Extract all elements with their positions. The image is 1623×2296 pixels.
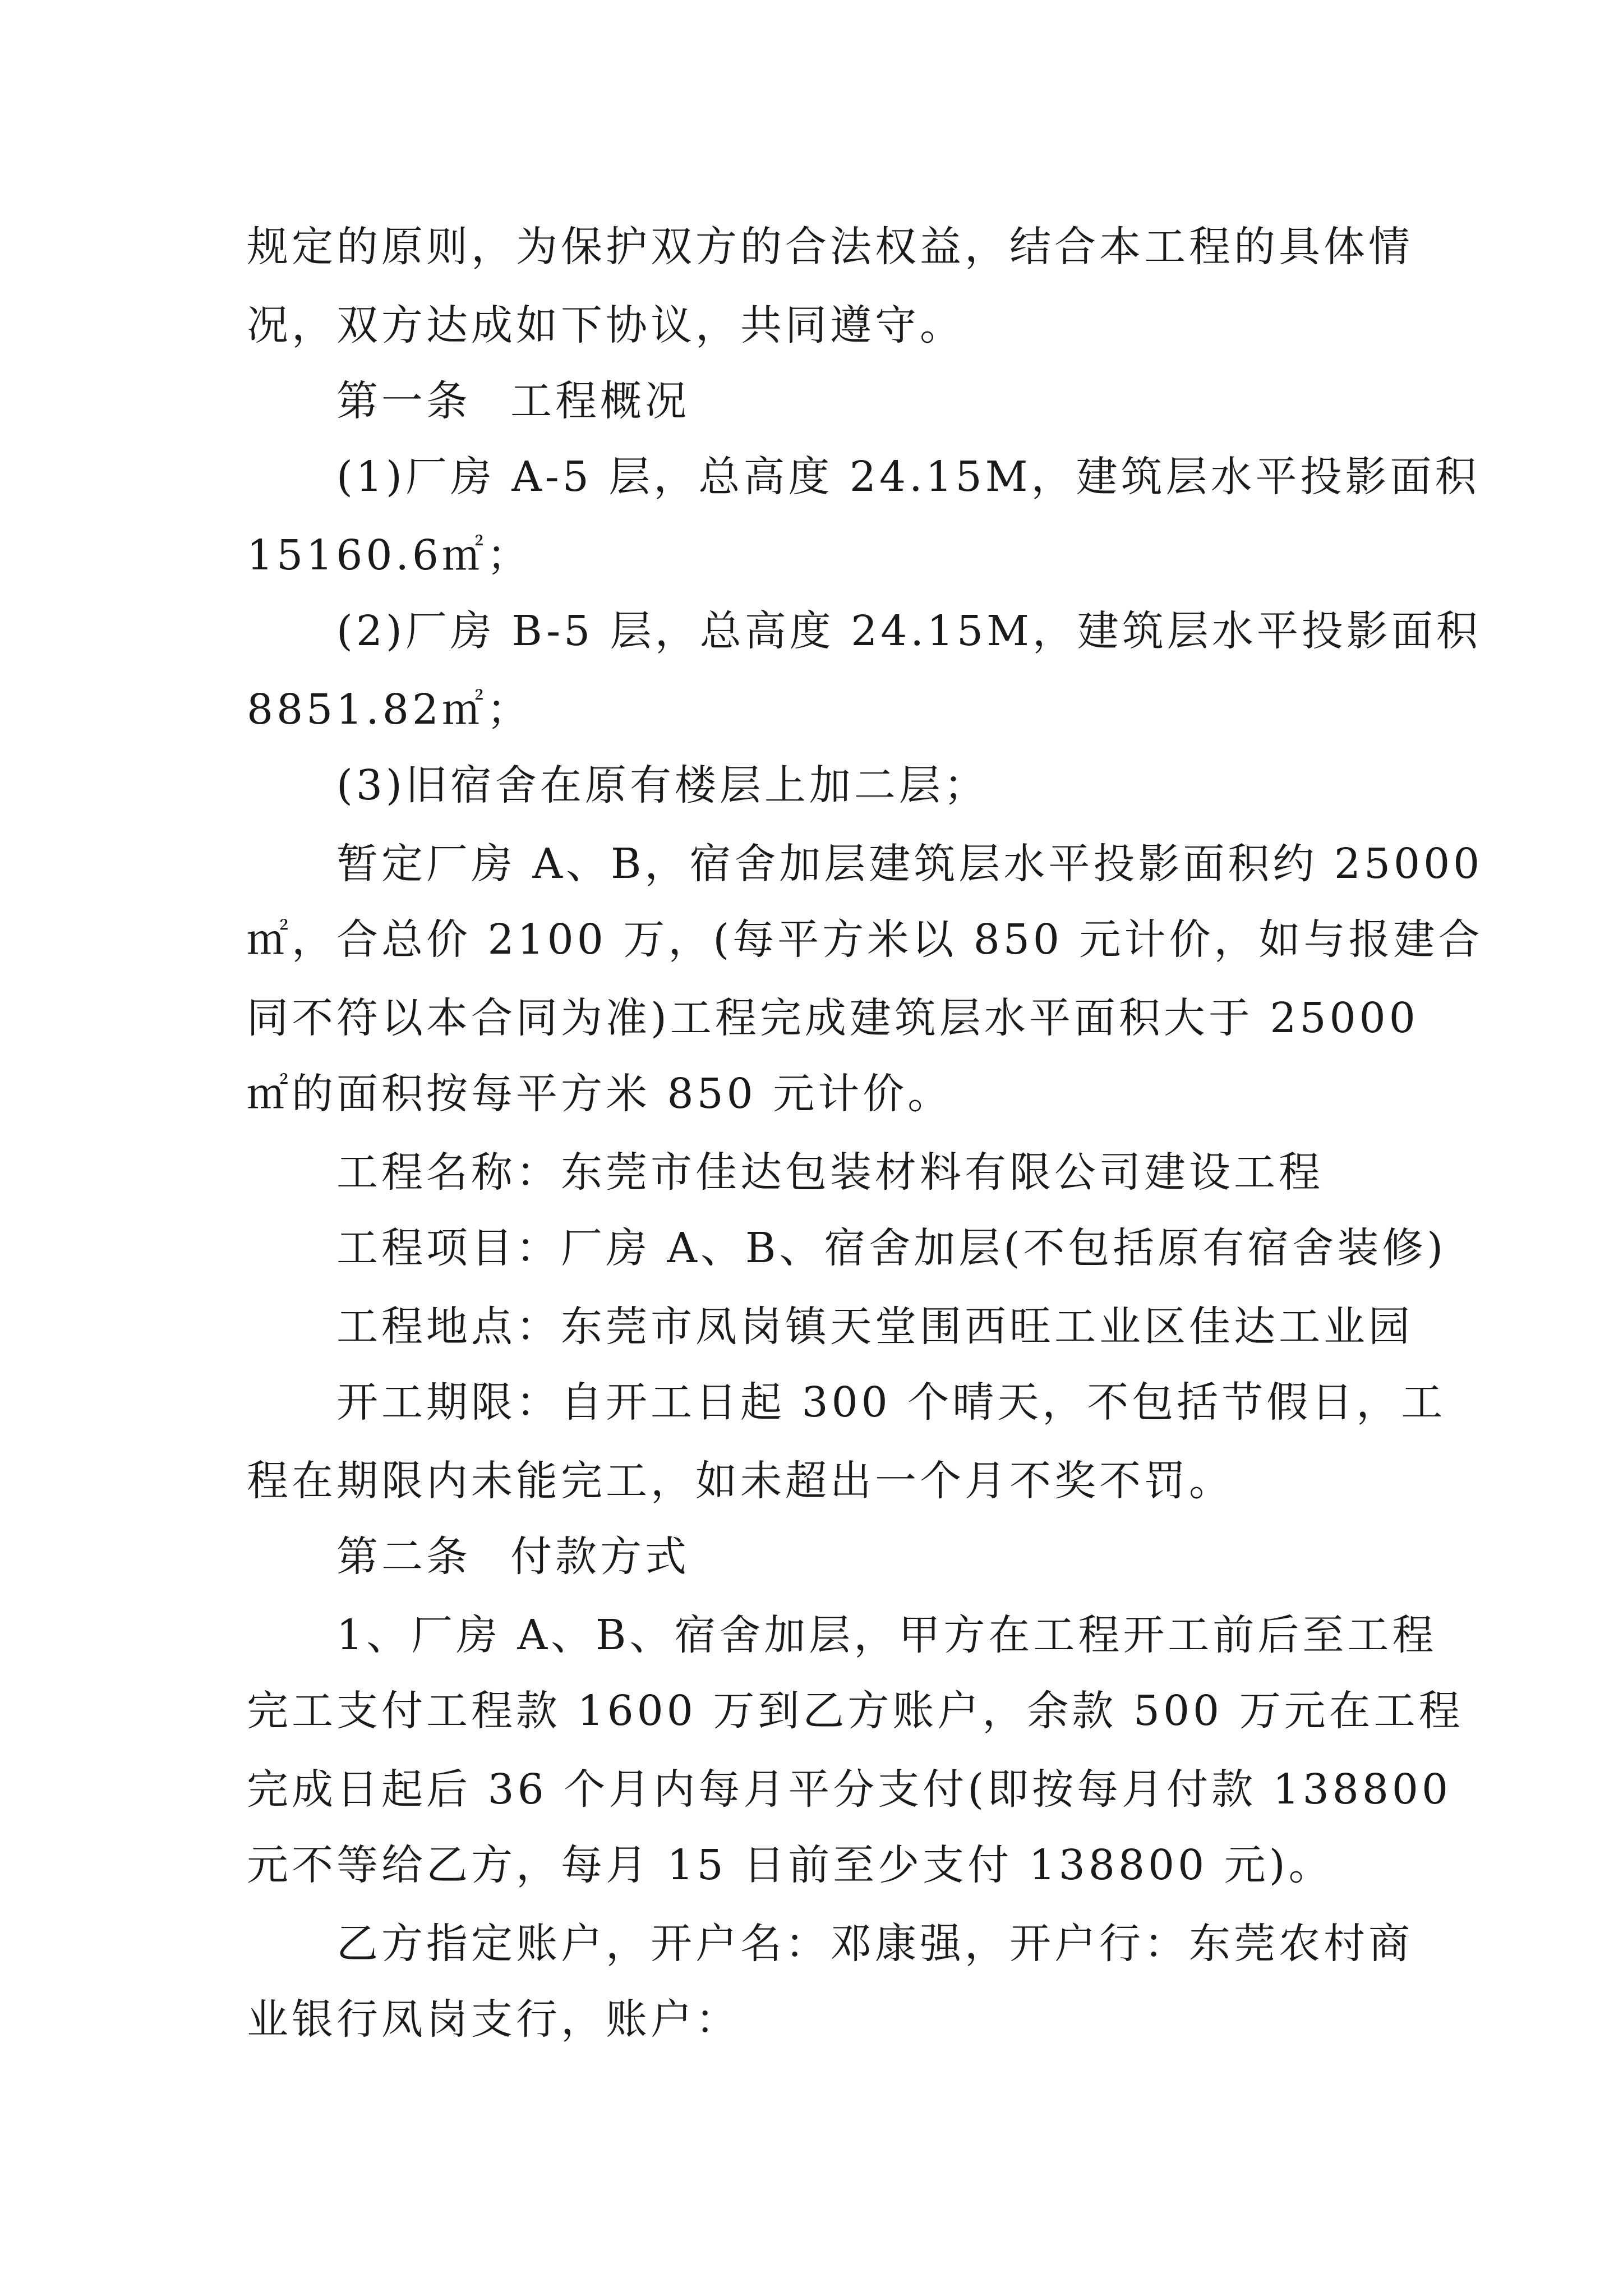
body-line: 暂定厂房 A、B，宿舍加层建筑层水平投影面积约 25000 (336, 840, 1483, 888)
body-line: 15160.6㎡； (247, 531, 532, 579)
body-line: (1)厂房 A-5 层，总高度 24.15M，建筑层水平投影面积 (336, 453, 1480, 501)
body-line: (3)旧宿舍在原有楼层上加二层； (336, 761, 989, 809)
body-line: (2)厂房 B-5 层，总高度 24.15M，建筑层水平投影面积 (336, 607, 1481, 655)
body-line: 1、厂房 A、B、宿舍加层，甲方在工程开工前后至工程 (336, 1611, 1437, 1659)
section-heading-1 (336, 373, 690, 429)
body-line: 同不符以本合同为准)工程完成建筑层水平面积大于 25000 (247, 994, 1419, 1042)
section-number: 第二条 (336, 1533, 471, 1581)
section-heading-2 (336, 1529, 690, 1585)
body-line: 完工支付工程款 1600 万到乙方账户，余款 500 万元在工程 (247, 1687, 1464, 1735)
body-line: 程在期限内未能完工，如未超出一个月不奖不罚。 (247, 1457, 1234, 1505)
body-line: 8851.82㎡； (247, 685, 532, 734)
body-line: 规定的原则，为保护双方的合法权益，结合本工程的具体情 (247, 223, 1413, 271)
body-line: 元不等给乙方，每月 15 日前至少支付 138800 元)。 (247, 1841, 1334, 1889)
body-line: 乙方指定账户，开户名：邓康强，开户行：东莞农村商 (336, 1920, 1413, 1968)
section-number: 第一条 (336, 377, 471, 425)
section-title: 工程概况 (510, 377, 690, 425)
body-line: 工程名称：东莞市佳达包装材料有限公司建设工程 (336, 1148, 1324, 1197)
body-line: 完成日起后 36 个月内每月平分支付(即按每月付款 138800 (247, 1765, 1452, 1814)
body-line: 开工期限：自开工日起 300 个晴天，不包括节假日，工 (336, 1378, 1446, 1427)
body-line: 况，双方达成如下协议，共同遵守。 (247, 301, 965, 349)
body-line: ㎡，合总价 2100 万，(每平方米以 850 元计价，如与报建合 (247, 915, 1483, 964)
body-line: 工程项目：厂房 A、B、宿舍加层(不包括原有宿舍装修) (336, 1224, 1447, 1272)
body-line: 工程地点：东莞市凤岗镇天堂围西旺工业区佳达工业园 (336, 1303, 1413, 1351)
section-title: 付款方式 (510, 1533, 690, 1581)
body-line: 业银行凤岗支行，账户： (247, 1995, 740, 2044)
body-line: ㎡的面积按每平方米 850 元计价。 (247, 1070, 953, 1118)
